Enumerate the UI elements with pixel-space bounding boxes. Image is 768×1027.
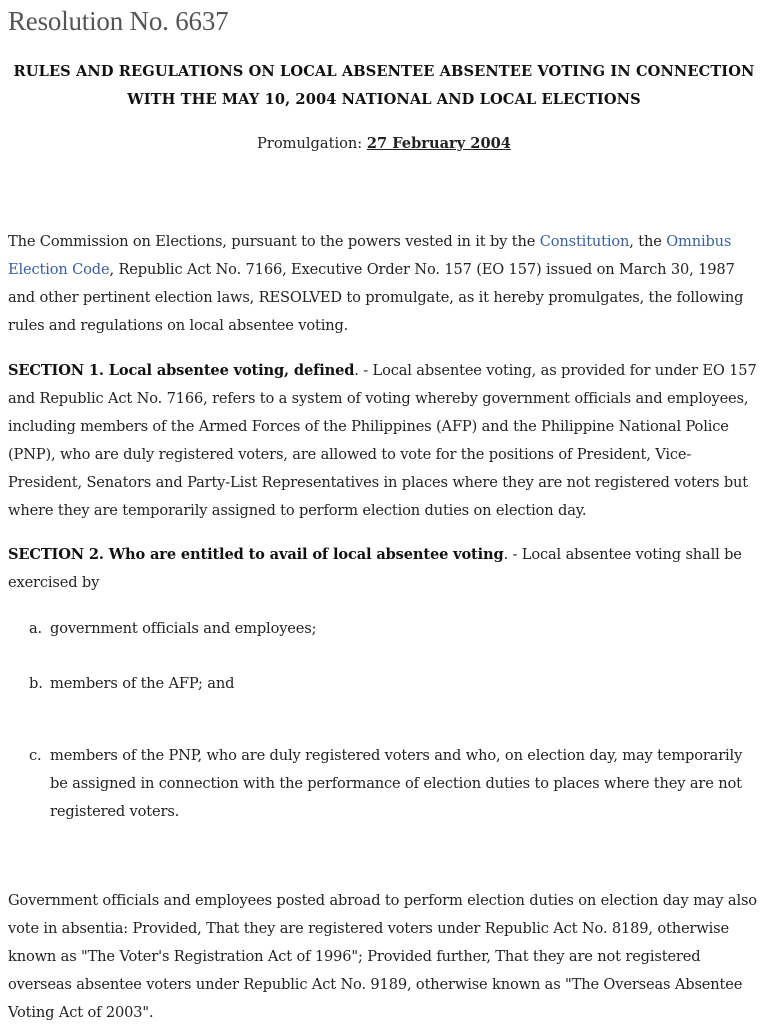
section-2-body: . - Local absentee voting shall be exercised by xyxy=(8,546,742,591)
constitution-link[interactable]: Constitution xyxy=(539,233,630,250)
intro-text-1: The Commission on Elections, pursuant to the powers vested in it by the xyxy=(8,233,540,250)
section-1-body: . - Local absentee voting, as provided for under EO 157 and Republic Act No. 7166, refers to a system of voting whereby government officials and employees, including members of the Armed Forces of the Philippines (AFP) and the Philippine National Police (PNP), who are duly registered voters, are allowed to vote for the positions of President, Vice-President, Senators and Party-List Representatives in places where they are not registered voters but where they are temporarily assigned to perform election duties on election day. xyxy=(8,362,757,519)
promulgation-line xyxy=(0,132,768,156)
section-2-paragraph xyxy=(8,541,760,597)
intro-text-2: , the xyxy=(629,233,667,250)
list-item-text: members of the PNP, who are duly registered voters and who, on election day, may temporarily be assigned in connection with the performance of election duties to places where they are not registered voters. xyxy=(50,747,743,820)
promulgation-date: 27 February 2004 xyxy=(366,135,511,152)
list-marker: b. xyxy=(29,675,43,692)
page-title: Resolution No. 6637 xyxy=(8,6,229,36)
section-1-paragraph xyxy=(8,357,760,525)
list-item-text: members of the AFP; and xyxy=(50,675,235,692)
list-item-text: government officials and employees; xyxy=(50,620,317,637)
section-1-heading: SECTION 1. Local absentee voting, defined xyxy=(8,362,355,379)
list-marker: a. xyxy=(29,620,43,637)
promulgation-label: Promulgation: xyxy=(257,135,367,152)
intro-text-3: , Republic Act No. 7166, Executive Order No. 157 (EO 157) issued on March 30, 1987 and other pertinent election laws, RESOLVED to promulgate, as it hereby promulgates, the following rules and regulations on local absentee voting. xyxy=(8,261,744,334)
document-subtitle: RULES AND REGULATIONS ON LOCAL ABSENTEE ABSENTEE VOTING IN CONNECTION WITH THE MAY 10, 2004 NATIONAL AND LOCAL ELECTIONS xyxy=(13,63,755,108)
list-marker: c. xyxy=(29,747,42,764)
section-2-heading: SECTION 2. Who are entitled to avail of local absentee voting xyxy=(8,546,504,563)
intro-paragraph xyxy=(8,228,760,340)
omnibus-election-code-link[interactable]: Omnibus Election Code xyxy=(8,233,732,278)
closing-paragraph: Government officials and employees posted abroad to perform election duties on election day may also vote in absentia: Provided, That they are registered voters under Republic Act No. 8189, otherwise known as "The Voter's Registration Act of 1996"; Provided further, That they are not registered overseas absentee voters under Republic Act No. 9189, otherwise known as "The Overseas Absentee Voting Act of 2003". xyxy=(8,892,757,1021)
